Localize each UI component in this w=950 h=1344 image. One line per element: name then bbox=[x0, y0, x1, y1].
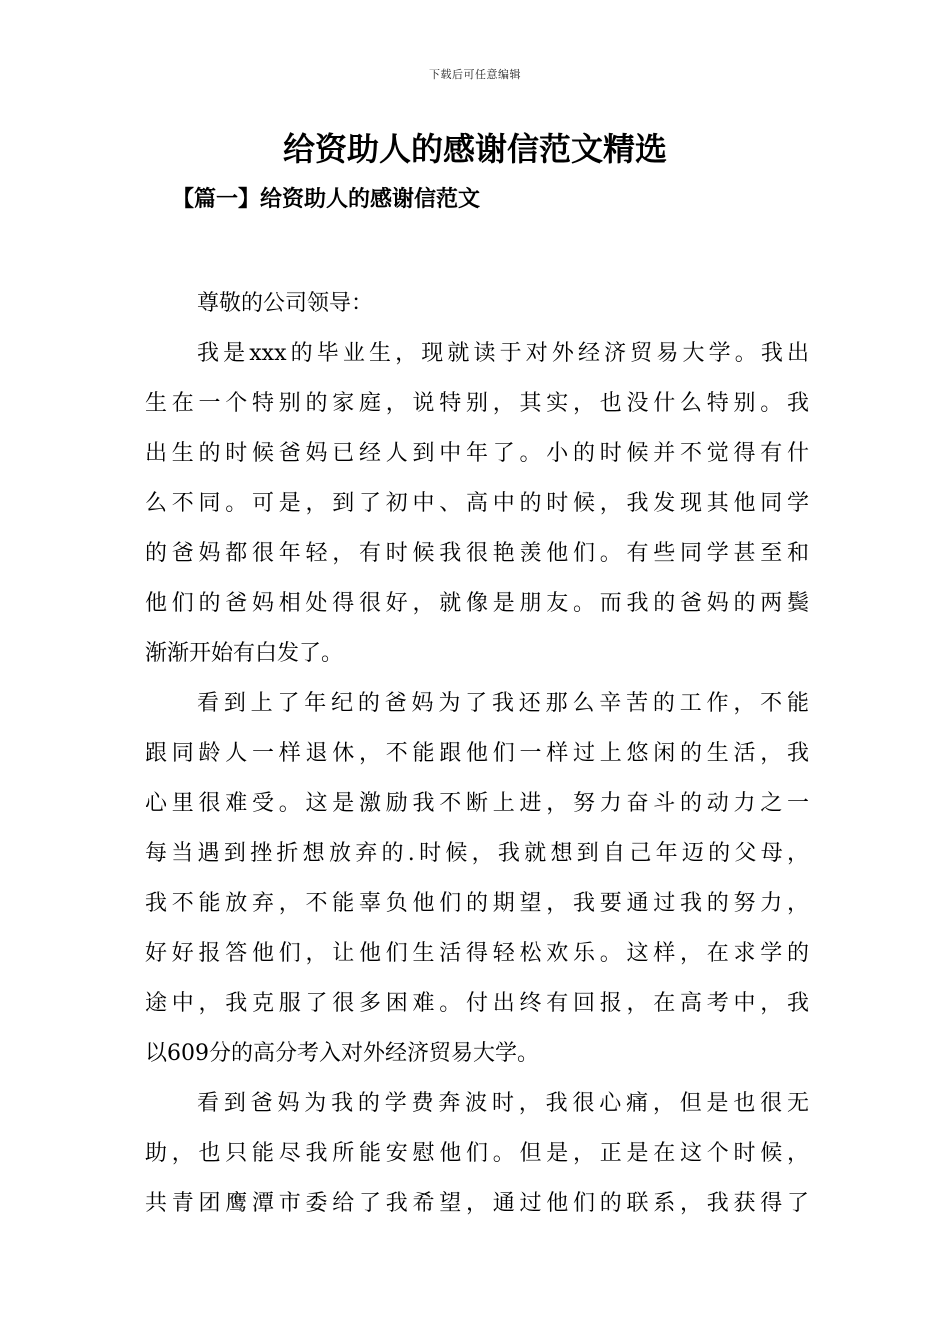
paragraph-line: 么不同。可是，到了初中、高中的时候，我发现其他同学 bbox=[145, 491, 809, 516]
paragraph-line: 我是xxx的毕业生，现就读于对外经济贸易大学。我出 bbox=[197, 341, 809, 366]
salutation: 尊敬的公司领导： bbox=[197, 291, 374, 316]
paragraph-line: 跟同龄人一样退休，不能跟他们一样过上悠闲的生活，我 bbox=[145, 741, 809, 766]
paragraph-line: 以609分的高分考入对外经济贸易大学。 bbox=[145, 1041, 539, 1066]
paragraph-line: 看到爸妈为我的学费奔波时，我很心痛，但是也很无 bbox=[197, 1091, 809, 1116]
document-title: 给资助人的感谢信范文精选 bbox=[282, 130, 667, 168]
paragraph-line: 共青团鹰潭市委给了我希望，通过他们的联系，我获得了 bbox=[145, 1191, 809, 1216]
paragraph-line: 每当遇到挫折想放弃的.时候，我就想到自己年迈的父母， bbox=[145, 841, 809, 866]
paragraph-2 bbox=[145, 679, 809, 1079]
paragraph-line: 的爸妈都很年轻，有时候我很艳羡他们。有些同学甚至和 bbox=[145, 541, 809, 566]
header-note: 下载后可任意编辑 bbox=[429, 68, 521, 81]
paragraph-line: 生在一个特别的家庭，说特别，其实，也没什么特别。我 bbox=[145, 391, 809, 416]
paragraph-line: 我不能放弃，不能辜负他们的期望，我要通过我的努力， bbox=[145, 891, 809, 916]
paragraph-line: 心里很难受。这是激励我不断上进，努力奋斗的动力之一 bbox=[145, 791, 809, 816]
paragraph-line: 助，也只能尽我所能安慰他们。但是，正是在这个时候， bbox=[145, 1141, 809, 1166]
paragraph-line: 看到上了年纪的爸妈为了我还那么辛苦的工作，不能 bbox=[197, 691, 809, 716]
paragraph-line: 渐渐开始有白发了。 bbox=[145, 641, 344, 666]
paragraph-line: 好好报答他们，让他们生活得轻松欢乐。这样，在求学的 bbox=[145, 941, 809, 966]
letter-body bbox=[145, 279, 809, 1229]
section-heading: 【篇一】给资助人的感谢信范文 bbox=[172, 186, 481, 212]
paragraph-1 bbox=[145, 329, 809, 679]
paragraph-line: 出生的时候爸妈已经人到中年了。小的时候并不觉得有什 bbox=[145, 441, 809, 466]
paragraph-line: 途中，我克服了很多困难。付出终有回报，在高考中，我 bbox=[145, 991, 809, 1016]
paragraph-3 bbox=[145, 1079, 809, 1229]
paragraph-line: 他们的爸妈相处得很好，就像是朋友。而我的爸妈的两鬓 bbox=[145, 591, 809, 616]
